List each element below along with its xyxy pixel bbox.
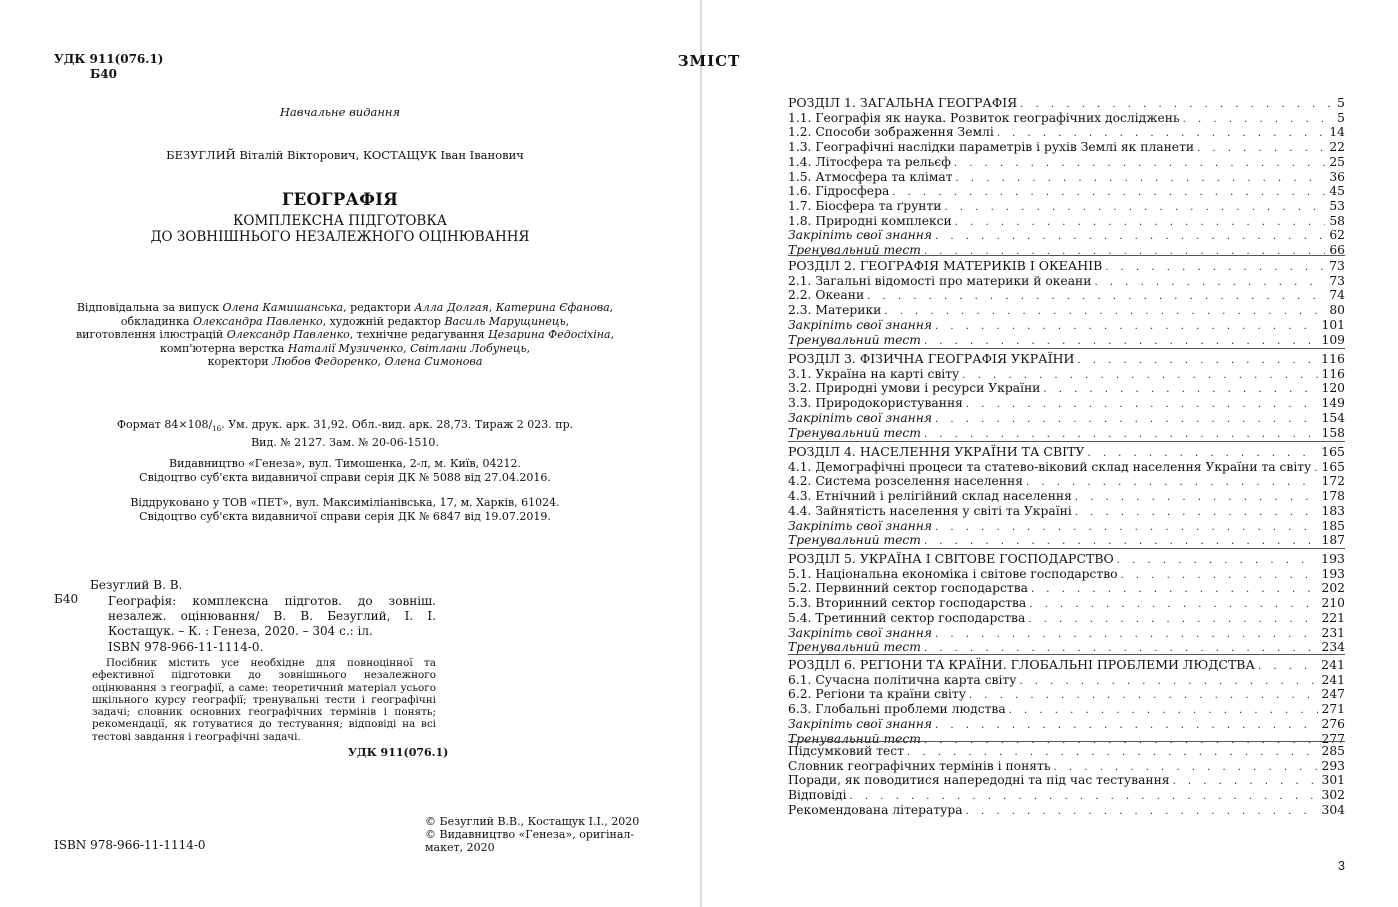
toc-leader-dots [1194,142,1325,156]
toc-entry-label: 5.2. Первинний сектор господарства [788,581,1028,596]
toc-entry-label: 2.1. Загальні відомості про материки й океани [788,273,1092,288]
toc-chapter-heading[interactable] [788,658,1345,674]
toc-entry[interactable] [788,520,1345,535]
toc-entry[interactable] [788,126,1345,141]
toc-entry-page: 101 [1321,317,1345,332]
credit-role: , редактори [343,301,415,314]
toc-leader-dots [932,628,1317,642]
credit-role: , [610,328,615,342]
toc-leader-dots [1074,354,1317,368]
toc-leader-dots [1170,775,1318,789]
toc-entry-label: Рекомендована література [788,802,963,817]
authors-line [0,148,690,162]
toc-entry[interactable] [788,112,1345,127]
credit-person: Катерина Єфанова [495,301,610,314]
toc-entry[interactable] [788,427,1345,442]
toc-entry-label: 1.3. Географічні наслідки параметрів і рухів Землі як планети [788,140,1195,155]
toc-entry[interactable] [788,627,1345,642]
printer-line-1: Віддруковано у ТОВ «ПЕТ», вул. Максиміліанівська, 17, м. Харків, 61024. [130,496,560,509]
toc-entry-page: 66 [1329,243,1345,258]
toc-entry-page: 53 [1329,199,1345,214]
toc-section [788,552,1345,656]
biblio-author: Безуглий В. В. [90,578,183,592]
toc-entry-label: 4.2. Система розселення населення [788,474,1023,489]
toc-leader-dots [966,689,1318,703]
toc-leader-dots [932,413,1317,427]
toc-leader-dots [1016,675,1317,689]
toc-leader-dots [1180,113,1334,127]
toc-entry[interactable] [788,200,1345,215]
toc-entry-page: 178 [1321,489,1345,504]
toc-entry-page: 22 [1329,140,1345,155]
credit-role: , технічне редагування [349,328,489,342]
toc-leader-dots [952,216,1326,230]
toc-entry-label: Тренувальний тест [788,243,921,258]
toc-entry-page: 165 [1321,444,1345,459]
toc-entry-label: 1.6. Гідросфера [788,184,890,199]
toc-entry-label: РОЗДІЛ 3. ФІЗИЧНА ГЕОГРАФІЯ УКРАЇНИ [788,351,1075,366]
toc-entry[interactable] [788,612,1345,627]
toc-leader-dots [1091,276,1325,290]
toc-leader-dots [963,805,1318,819]
toc-entry-page: 172 [1321,474,1345,489]
toc-entry-page: 5 [1337,95,1345,110]
toc-entry-page: 158 [1321,425,1345,440]
printer-block [80,496,610,524]
toc-entry[interactable] [788,304,1345,319]
toc-entry[interactable] [788,171,1345,186]
toc-entry-page: 302 [1321,788,1345,803]
toc-entry-page: 154 [1321,410,1345,425]
toc-leader-dots [1255,660,1317,674]
credit-role: виготовлення ілюстрацій [75,328,227,342]
toc-leader-dots [1028,583,1318,597]
credit-person: Наталії Музиченко [287,341,404,355]
toc-entry[interactable] [788,688,1345,703]
credit-role: , [526,341,531,355]
toc-entry-page: 109 [1321,332,1345,347]
toc-entry-label: Відповіді [788,788,847,803]
toc-entry-page: 241 [1321,672,1345,687]
toc-entry-page: 73 [1329,258,1345,273]
publisher-line-1: Видавництво «Генеза», вул. Тимошенка, 2-л, м. Київ, 04212. [169,457,521,470]
toc-entry-label: 6.1. Сучасна політична карта світу [788,672,1017,687]
toc-entry-label: Закріпіть свої знання [788,228,933,243]
toc-entry-page: 301 [1321,773,1345,788]
toc-entry-label: Поради, як поводитися напередодні та під час тестування [788,773,1170,788]
toc-section [788,658,1345,747]
toc-entry[interactable] [788,275,1345,290]
toc-section [788,445,1345,549]
toc-entry-page: 58 [1329,213,1345,228]
toc-entry-label: Закріпіть свої знання [788,716,933,731]
toc-chapter-heading[interactable] [788,96,1345,112]
toc-leader-dots [1040,383,1317,397]
toc-section-divider [788,441,1345,442]
toc-entry-page: 271 [1321,702,1345,717]
toc-entry-page: 293 [1321,758,1345,773]
format-text-a: Формат 84×108/ [116,418,213,431]
format-text-b: . Ум. друк. арк. 31,92. Обл.-вид. арк. 28,73. Тираж 2 023. пр. [221,418,574,431]
toc-leader-dots [921,335,1318,349]
credit-role: , [488,301,496,314]
credit-person: Василь Марущинець [444,314,566,328]
toc-section [788,352,1345,441]
toc-entry-label: 4.1. Демографічні процеси та статево-віковий склад населення України та світу [788,459,1312,474]
toc-entry-page: 221 [1321,610,1345,625]
toc-entry-label: 1.5. Атмосфера та клімат [788,169,953,184]
toc-leader-dots [847,790,1318,804]
copyright-authors: © Безуглий В.В., Костащук І.І., 2020 [425,815,640,828]
toc-entry-label: РОЗДІЛ 2. ГЕОГРАФІЯ МАТЕРИКІВ І ОКЕАНІВ [788,258,1103,273]
toc-entry-page: 231 [1321,625,1345,640]
biblio-author-mark: Б40 [54,592,79,606]
toc-entry[interactable] [788,368,1345,383]
toc-entry-page: 185 [1321,518,1345,533]
toc-entry[interactable] [788,289,1345,304]
edition-type: Навчальне видання [279,105,401,119]
toc-entry-page: 193 [1321,566,1345,581]
toc-leader-dots [1072,506,1318,520]
toc-leader-dots [942,201,1326,215]
annotation: Посібник містить усе необхідне для повноцінної та ефективної підготовки до зовнішнього незалежного оцінювання з географії, а саме: теоретичний матеріал усього шкільного курсу географії; тренувальні тести і географічні задачі; словник основних географічних термінів і понять; рекомендації, як готуватися до тестування; відповіді на всі тестові завдання і географічні задачі. [92,657,436,743]
toc-entry-label: 1.1. Географія як наука. Розвиток географічних досліджень [788,110,1180,125]
toc-entry[interactable] [788,789,1345,804]
toc-leader-dots [1118,569,1318,583]
toc-leader-dots [932,230,1325,244]
toc-leader-dots [1026,598,1317,612]
page-number: 3 [1338,859,1345,873]
format-block [80,418,610,450]
toc-entry-label: Тренувальний тест [788,332,921,347]
toc-entry-page: 25 [1329,154,1345,169]
credits-line [60,301,630,315]
toc-entry[interactable] [788,703,1345,718]
toc-entry-label: Тренувальний тест [788,731,921,746]
toc-section-divider [788,741,1345,742]
toc-leader-dots [932,320,1317,334]
toc-entry-label: РОЗДІЛ 5. УКРАЇНА І СВІТОВЕ ГОСПОДАРСТВО [788,551,1114,566]
toc-chapter-heading[interactable] [788,445,1345,461]
credit-person: Любов Федоренко [272,355,378,369]
isbn-bottom: ISBN 978-966-11-1114-0 [54,838,206,852]
toc-section-divider [788,348,1345,349]
toc-entry-label: 3.1. Україна на карті світу [788,366,960,381]
toc-section [788,745,1345,819]
toc-section-divider [788,548,1345,549]
toc-entry-page: 234 [1321,640,1345,655]
toc-leader-dots [959,369,1317,383]
toc-entry-page: 45 [1329,184,1345,199]
toc-leader-dots [1006,704,1318,718]
toc-chapter-heading[interactable] [788,259,1345,275]
credit-role: , [565,314,570,328]
toc-entry-label: Закріпіть свої знання [788,410,933,425]
toc-entry-label: 4.3. Етнічний і релігійний склад населення [788,489,1072,504]
toc-entry-label: РОЗДІЛ 1. ЗАГАЛЬНА ГЕОГРАФІЯ [788,95,1018,110]
toc-entry-page: 241 [1321,657,1345,672]
toc-entry-label: 4.4. Зайнятість населення у світі та Україні [788,503,1072,518]
toc-entry-label: Тренувальний тест [788,425,921,440]
toc-leader-dots [921,245,1325,259]
toc-leader-dots [921,535,1318,549]
toc-leader-dots [1102,261,1325,275]
book-title: ГЕОГРАФІЯ [281,190,399,209]
toc-leader-dots [932,719,1317,733]
toc-entry-page: 14 [1329,125,1345,140]
toc-entry[interactable] [788,461,1345,476]
udk-code: УДК 911(076.1) [54,52,164,66]
toc-entry-page: 73 [1329,273,1345,288]
toc-entry-page: 80 [1329,303,1345,318]
credit-person: Олена Симонова [384,355,483,369]
toc-entry[interactable] [788,141,1345,156]
toc-entry[interactable] [788,760,1345,775]
credit-role: обкладинка [120,314,193,328]
toc-entry-label: Закріпіть свої знання [788,317,933,332]
toc-entry-page: 62 [1329,228,1345,243]
toc-entry-label: Тренувальний тест [788,640,921,655]
toc-entry[interactable] [788,674,1345,689]
credit-role: Відповідальна за випуск [76,301,223,314]
toc-entry-page: 276 [1321,716,1345,731]
credit-role: , [403,341,411,355]
subtitle-line-1: КОМПЛЕКСНА ПІДГОТОВКА [232,213,448,229]
toc-entry-page: 193 [1321,551,1345,566]
toc-entry-page: 116 [1321,351,1345,366]
toc-entry-page: 120 [1321,381,1345,396]
toc-entry[interactable] [788,745,1345,760]
toc-entry-page: 304 [1321,802,1345,817]
credit-role: коректори [207,355,273,369]
toc-entry[interactable] [788,244,1345,259]
copyright-publisher: © Видавництво «Генеза», оригінал-макет, 2020 [425,828,635,854]
toc-entry[interactable] [788,382,1345,397]
credit-person: Олена Камишанська [222,301,344,314]
toc-leader-dots [904,746,1318,760]
toc-leader-dots [1084,447,1317,461]
toc-leader-dots [1114,554,1317,568]
toc-entry-page: 187 [1321,533,1345,548]
toc-entry[interactable] [788,505,1345,520]
toc-entry-label: РОЗДІЛ 4. НАСЕЛЕННЯ УКРАЇНИ ТА СВІТУ [788,444,1085,459]
toc-title: ЗМІСТ [677,52,741,70]
printer-line-2: Свідоцтво суб'єкта видавничої справи серія ДК № 6847 від 19.07.2019. [139,510,551,523]
toc-entry-label: Закріпіть свої знання [788,625,933,640]
toc-entry-label: 5.1. Національна економіка і світове господарство [788,566,1118,581]
toc-entry[interactable] [788,804,1345,819]
toc-leader-dots [881,305,1325,319]
toc-entry-page: 165 [1321,459,1345,474]
toc-entry-label: 3.2. Природні умови і ресурси України [788,381,1041,396]
toc-entry[interactable] [788,185,1345,200]
toc-chapter-heading[interactable] [788,352,1345,368]
toc-entry-label: Підсумковий тест [788,744,904,758]
biblio-description: Географія: комплексна підготов. до зовніш. незалеж. оцінювання/ В. В. Безуглий, І. І. Костащук. – К. : Генеза, 2020. – 304 с.: іл. [108,594,436,639]
toc-entry-label: Тренувальний тест [788,533,921,548]
toc-entry[interactable] [788,534,1345,549]
book-subtitle [0,213,680,245]
toc-entry[interactable] [788,718,1345,733]
credits-line [60,328,630,342]
credit-person: Світлани Лобунець [410,341,527,355]
toc-leader-dots [921,428,1318,442]
toc-entry[interactable] [788,597,1345,612]
toc-entry[interactable] [788,490,1345,505]
subtitle-line-2: ДО ЗОВНІШНЬОГО НЕЗАЛЕЖНОГО ОЦІНЮВАННЯ [150,229,530,245]
toc-entry-label: РОЗДІЛ 6. РЕГІОНИ ТА КРАЇНИ. ГЛОБАЛЬНІ ПРОБЛЕМИ ЛЮДСТВА [788,657,1255,672]
toc-entry[interactable] [788,774,1345,789]
toc-entry-label: Словник географічних термінів і понять [788,758,1051,773]
toc-entry-label: 6.2. Регіони та країни світу [788,687,966,702]
toc-entry-page: 285 [1321,744,1345,758]
toc-chapter-heading[interactable] [788,552,1345,568]
toc-section-divider [788,654,1345,655]
udk-author-mark: Б40 [90,67,117,81]
credit-role: , [377,355,385,369]
toc-leader-dots [1025,613,1317,627]
toc-entry[interactable] [788,319,1345,334]
format-fraction: 16 [212,425,222,434]
toc-entry[interactable] [788,334,1345,349]
toc-entry-label: 1.7. Біосфера та ґрунти [788,199,942,214]
toc-entry[interactable] [788,215,1345,230]
toc-entry-label: 5.3. Вторинний сектор господарства [788,596,1027,611]
credit-person: Цезарина Федосіхіна [488,328,611,342]
toc-leader-dots [1023,476,1318,490]
toc-entry[interactable] [788,568,1345,583]
toc-entry-label: 2.3. Материки [788,303,882,318]
publisher-block [80,457,610,485]
toc-entry-page: 149 [1321,396,1345,411]
credits-line [60,355,630,369]
credit-person: Олександра Павленко [192,314,323,328]
toc-entry-page: 247 [1321,687,1345,702]
credit-person: Олександр Павленко [226,328,350,342]
authors-text: БЕЗУГЛИЙ Віталій Вікторович, КОСТАЩУК Іван Іванович [166,148,524,162]
toc-section [788,259,1345,348]
format-line-2: Вид. № 2127. Зам. № 20-06-1510. [251,436,439,450]
toc-leader-dots [932,521,1317,535]
toc-entry[interactable] [788,397,1345,412]
publisher-line-2: Свідоцтво суб'єкта видавничої справи серія ДК № 5088 від 27.04.2016. [139,471,551,484]
credits-line [60,315,630,329]
toc-leader-dots [1051,761,1318,775]
toc-entry[interactable] [788,412,1345,427]
toc-entry-label: 1.4. Літосфера та рельєф [788,154,951,169]
toc-section-divider [788,255,1345,256]
toc-entry-label: 1.8. Природні комплекси [788,213,952,228]
toc-leader-dots [864,290,1325,304]
toc-entry-label: Закріпіть свої знання [788,518,933,533]
toc-entry-label: 1.2. Способи зображення Землі [788,125,994,140]
toc-leader-dots [1072,491,1318,505]
credits-line [60,342,630,356]
toc-entry-page: 74 [1329,288,1345,303]
toc-entry[interactable] [788,156,1345,171]
toc-entry-label: 3.3. Природокористування [788,396,963,411]
toc-leader-dots [951,157,1325,171]
toc-section [788,96,1345,259]
credit-role: комп'ютерна верстка [159,341,288,355]
toc-leader-dots [889,186,1325,200]
toc-entry-page: 210 [1321,596,1345,611]
toc-entry-label: 6.3. Глобальні проблеми людства [788,702,1006,717]
toc-leader-dots [1017,98,1333,112]
toc-entry-page: 183 [1321,503,1345,518]
credit-role: , [609,301,614,314]
toc-entry-page: 202 [1321,581,1345,596]
credit-person: Алла Долгая [414,301,489,314]
toc-leader-dots [953,172,1326,186]
annotation-udk: УДК 911(076.1) [348,746,449,759]
toc-entry[interactable] [788,475,1345,490]
toc-entry[interactable] [788,229,1345,244]
toc-entry-label: 5.4. Третинний сектор господарства [788,610,1026,625]
biblio-isbn: ISBN 978-966-11-1114-0. [108,640,264,654]
toc-entry-label: 2.2. Океани [788,288,865,303]
toc-entry-page: 277 [1321,731,1345,746]
toc-entry-page: 116 [1321,366,1345,381]
toc-leader-dots [963,398,1318,412]
toc-entry-page: 36 [1329,169,1345,184]
toc-leader-dots [994,127,1326,141]
format-line-1 [80,418,610,436]
credits-block [60,301,630,369]
toc-entry[interactable] [788,582,1345,597]
toc-entry-page: 5 [1337,110,1345,125]
credit-role: , художній редактор [322,314,445,328]
